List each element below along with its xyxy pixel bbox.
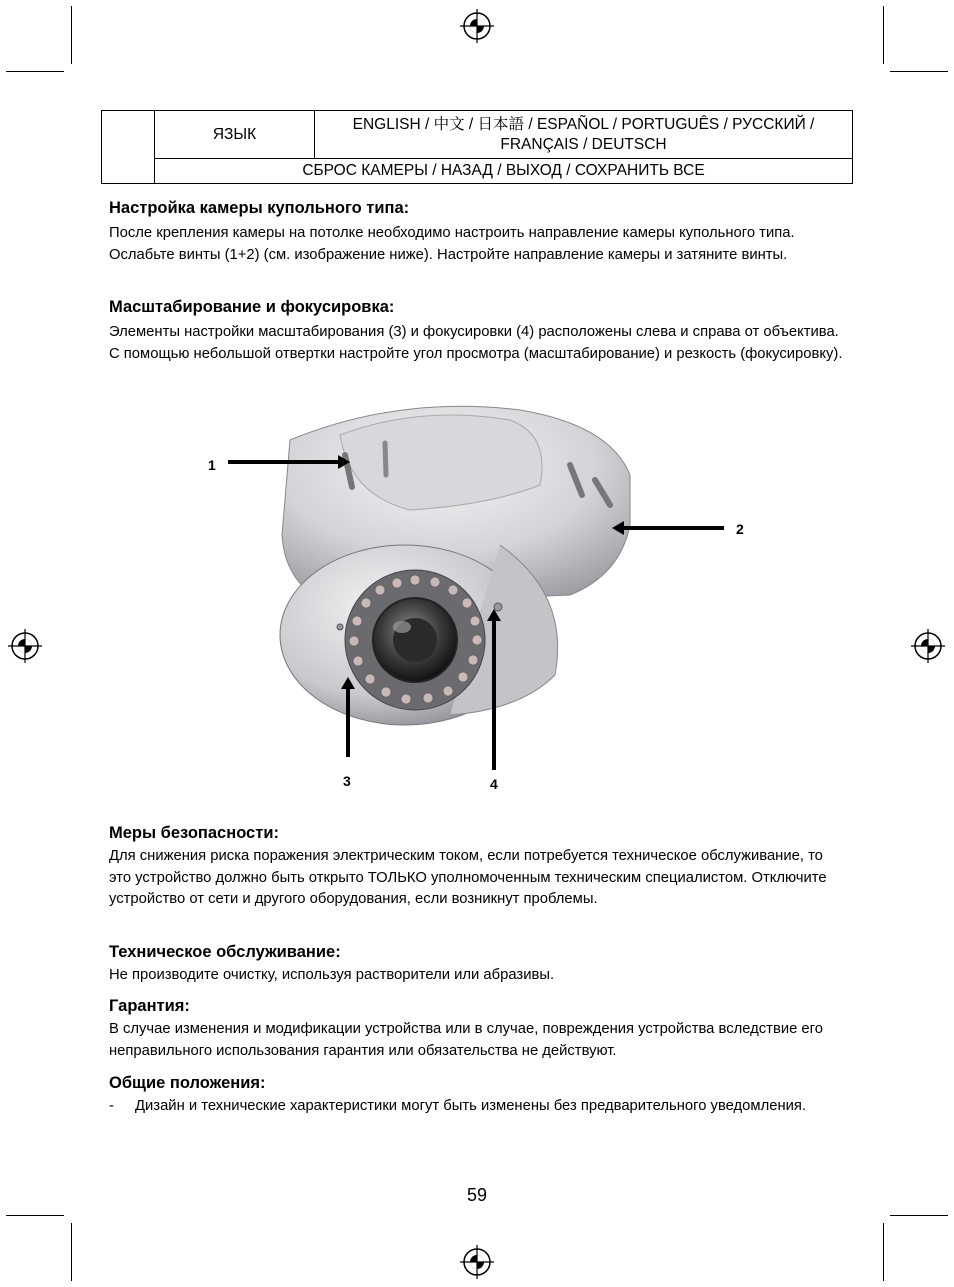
- menu-settings-table: [101, 110, 853, 184]
- section-title: Гарантия:: [109, 997, 190, 1015]
- bullet: -: [109, 1098, 114, 1114]
- registration-mark-icon: [460, 9, 494, 43]
- page-number: 59: [466, 1185, 488, 1205]
- section-dome-setup: [109, 198, 849, 266]
- callout-label-4: 4: [490, 776, 498, 792]
- section-general: [109, 1073, 849, 1118]
- section-title: Меры безопасности:: [109, 824, 279, 842]
- section-safety: [109, 823, 849, 911]
- section-zoom-focus: [109, 297, 849, 365]
- callout-label-3: 3: [343, 773, 351, 789]
- callout-label-1: 1: [208, 457, 216, 473]
- empty-cell: [102, 111, 155, 184]
- section-text: В случае изменения и модификации устройства или в случае, повреждения устройства вследствие его неправильного использования гарантия или обязательства не действуют.: [109, 1021, 823, 1059]
- language-values-cell: ENGLISH / 中文 / 日本語 / ESPAÑOL / PORTUGUÊS / РУССКИЙ / FRANÇAIS / DEUTSCH: [315, 111, 853, 159]
- reset-row-cell: СБРОС КАМЕРЫ / НАЗАД / ВЫХОД / СОХРАНИТЬ ВСЕ: [155, 159, 853, 184]
- section-text: Элементы настройки масштабирования (3) и фокусировки (4) расположены слева и справа от объектива. С помощью небольшой отвертки настройте угол просмотра (масштабирование) и резкость (фокусировку).: [109, 324, 843, 362]
- crop-mark: [890, 1215, 948, 1216]
- crop-mark: [890, 71, 948, 72]
- section-title: Настройка камеры купольного типа:: [109, 199, 410, 217]
- list-item-text: Дизайн и технические характеристики могут быть изменены без предварительного уведомления.: [135, 1098, 807, 1114]
- section-title: Общие положения:: [109, 1074, 266, 1092]
- crop-mark: [6, 71, 64, 72]
- crop-mark: [6, 1215, 64, 1216]
- section-text: Для снижения риска поражения электрическим током, если потребуется техническое обслуживание, то это устройство должно быть открыто ТОЛЬКО уполномоченным техническим специалистом. Отключите устройство от сети и другого оборудования, если возникнут проблемы.: [109, 848, 827, 907]
- list-item: [109, 1096, 849, 1118]
- section-warranty: [109, 996, 849, 1062]
- section-text: Не производите очистку, используя растворители или абразивы.: [109, 967, 555, 983]
- section-maintenance: [109, 942, 849, 987]
- crop-mark: [883, 1223, 884, 1281]
- registration-mark-icon: [460, 1245, 494, 1279]
- crop-mark: [883, 6, 884, 64]
- registration-mark-icon: [911, 629, 945, 663]
- section-title: Техническое обслуживание:: [109, 943, 341, 961]
- dome-camera-image: [190, 395, 760, 805]
- section-text: После крепления камеры на потолке необходимо настроить направление камеры купольного типа. Ослабьте винты (1+2) (см. изображение ниже). Настройте направление камеры и затяните винты.: [109, 225, 795, 263]
- language-label-cell: ЯЗЫК: [155, 111, 315, 159]
- camera-figure: [190, 395, 760, 805]
- section-title: Масштабирование и фокусировка:: [109, 298, 395, 316]
- callout-label-2: 2: [736, 521, 744, 537]
- crop-mark: [71, 1223, 72, 1281]
- crop-mark: [71, 6, 72, 64]
- registration-mark-icon: [8, 629, 42, 663]
